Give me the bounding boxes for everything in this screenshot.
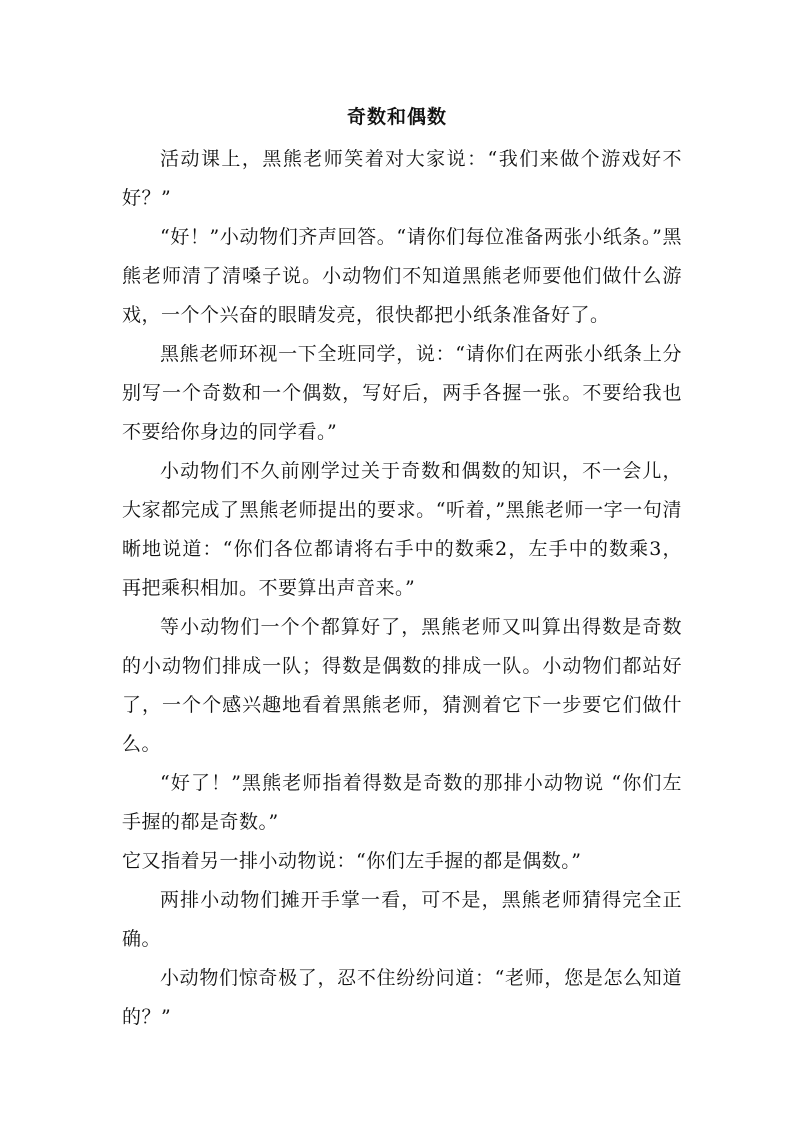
paragraph-9: 小动物们惊奇极了，忍不住纷纷问道：“老师，您是怎么知道的？”	[122, 967, 682, 1028]
paragraph-2: “好！”小动物们齐声回答。“请你们每位准备两张小纸条。”黑熊老师清了清嗓子说。小动物们不知道黑熊老师要他们做什么游戏，一个个兴奋的眼睛发亮，很快都把小纸条准备好了。	[122, 226, 682, 326]
document-body	[122, 140, 682, 1037]
paragraph-3: 黑熊老师环视一下全班同学，说：“请你们在两张小纸条上分别写一个奇数和一个偶数，写好后，两手各握一张。不要给我也不要给你身边的同学看。”	[122, 343, 682, 443]
paragraph-1: 活动课上，黑熊老师笑着对大家说：“我们来做个游戏好不好？”	[122, 148, 682, 209]
paragraph-8: 两排小动物们摊开手掌一看，可不是，黑熊老师猜得完全正确。	[122, 889, 682, 950]
paragraph-6: “好了！”黑熊老师指着得数是奇数的那排小动物说 “你们左手握的都是奇数。”	[122, 772, 682, 833]
paragraph-4: 小动物们不久前刚学过关于奇数和偶数的知识，不一会儿，大家都完成了黑熊老师提出的要求。“听着，”黑熊老师一字一句清晰地说道：“你们各位都请将右手中的数乘2，左手中的数乘3，再把乘积相加。不要算出声音来。”	[122, 460, 682, 599]
document-title: 奇数和偶数	[346, 106, 447, 128]
paragraph-5: 等小动物们一个个都算好了，黑熊老师又叫算出得数是奇数的小动物们排成一队；得数是偶数的排成一队。小动物们都站好了，一个个感兴趣地看着黑熊老师，猜测着它下一步要它们做什么。	[122, 616, 682, 755]
paragraph-7: 它又指着另一排小动物说：“你们左手握的都是偶数。”	[122, 850, 582, 872]
